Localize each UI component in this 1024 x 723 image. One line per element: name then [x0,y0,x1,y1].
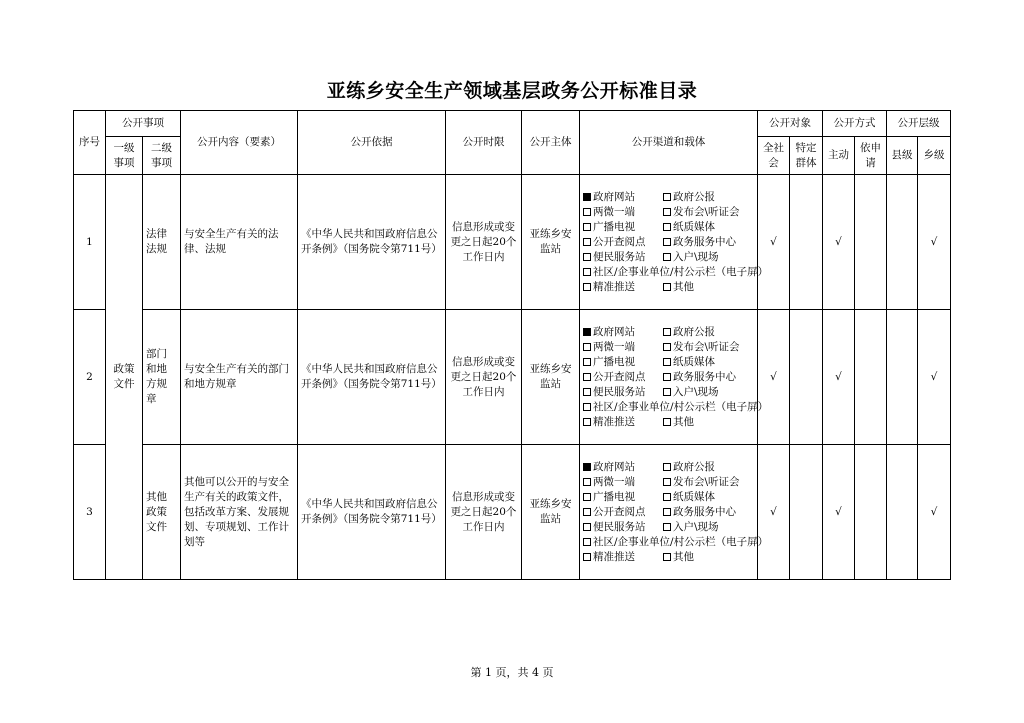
unchecked-box-icon [663,373,671,381]
channel-label: 政府公报 [673,460,715,473]
unchecked-box-icon [583,538,591,546]
row-target-specific [790,310,823,445]
channel-label: 其他 [673,550,694,563]
header-target: 公开对象 [758,111,823,137]
checked-box-icon [583,328,591,336]
channel-label: 政府公报 [673,190,715,203]
row-method-active: √ [823,445,855,580]
channel-label: 便民服务站 [593,385,646,398]
channel-option [583,280,663,295]
channel-label: 社区/企事业单位/村公示栏（电子屏） [593,535,769,548]
unchecked-box-icon [663,508,671,516]
row-level2: 法律法规 [143,175,181,310]
unchecked-box-icon [583,508,591,516]
row-level-town: √ [918,310,951,445]
channel-label: 精准推送 [593,550,635,563]
unchecked-box-icon [663,238,671,246]
channel-option [583,265,768,280]
channel-option [663,505,743,520]
row-timelimit: 信息形成或变更之日起20个工作日内 [446,310,522,445]
unchecked-box-icon [583,493,591,501]
row-level2: 部门和地方规章 [143,310,181,445]
channel-option [663,490,743,505]
table-row [74,445,951,580]
row-level-county [887,310,918,445]
row-basis: 《中华人民共和国政府信息公开条例》（国务院令第711号） [298,445,446,580]
header-level2: 二级事项 [143,137,181,175]
channel-label: 政府网站 [593,460,635,473]
channel-option [583,460,663,475]
checked-box-icon [583,193,591,201]
channel-label: 便民服务站 [593,250,646,263]
row-seq: 1 [74,175,106,310]
row-channels [580,175,769,310]
document-title: 亚练乡安全生产领域基层政务公开标准目录 [326,80,698,102]
channel-option [663,475,743,490]
row-subject: 亚练乡安监站 [522,310,580,445]
channel-label: 政府网站 [593,190,635,203]
channel-label: 其他 [673,415,694,428]
channel-option [583,190,663,205]
channel-label: 公开查阅点 [593,505,646,518]
channel-option [583,400,768,415]
channel-option [583,490,663,505]
row-target-specific [790,175,823,310]
channel-option [663,520,743,535]
channel-option [583,535,768,550]
level1-item: 政策文件 [106,175,143,580]
row-level-town: √ [918,445,951,580]
unchecked-box-icon [583,268,591,276]
unchecked-box-icon [583,343,591,351]
channel-option [663,280,743,295]
channel-option [663,235,743,250]
channel-label: 纸质媒体 [673,355,715,368]
channel-label: 入户\现场 [673,385,719,398]
header-target-all: 全社会 [758,137,790,175]
channel-option [663,205,743,220]
channel-label: 精准推送 [593,415,635,428]
channel-label: 入户\现场 [673,250,719,263]
channel-label: 公开查阅点 [593,370,646,383]
unchecked-box-icon [663,223,671,231]
row-method-active: √ [823,175,855,310]
table-row [74,175,951,310]
row-target-all: √ [758,445,790,580]
row-seq: 3 [74,445,106,580]
channel-option [583,370,663,385]
unchecked-box-icon [663,283,671,291]
header-matter: 公开事项 [106,111,181,137]
channel-label: 政府公报 [673,325,715,338]
header-seq: 序号 [74,111,106,175]
unchecked-box-icon [583,388,591,396]
unchecked-box-icon [663,328,671,336]
unchecked-box-icon [583,283,591,291]
unchecked-box-icon [663,418,671,426]
channel-option [583,475,663,490]
row-content: 与安全生产有关的部门和地方规章 [181,310,298,445]
unchecked-box-icon [663,553,671,561]
channel-label: 政务服务中心 [673,370,736,383]
channel-label: 广播电视 [593,355,635,368]
channel-option [663,415,743,430]
row-level-county [887,175,918,310]
channel-label: 纸质媒体 [673,220,715,233]
row-subject: 亚练乡安监站 [522,175,580,310]
row-basis: 《中华人民共和国政府信息公开条例》（国务院令第711号） [298,310,446,445]
header-row-1 [74,111,951,137]
channel-label: 发布会\听证会 [673,475,740,488]
unchecked-box-icon [583,373,591,381]
channel-option [583,520,663,535]
row-level-county [887,445,918,580]
row-channels [580,445,769,580]
row-channels [580,310,769,445]
channel-option [583,250,663,265]
unchecked-box-icon [663,343,671,351]
channel-option [663,250,743,265]
channel-option [663,370,743,385]
unchecked-box-icon [663,358,671,366]
row-level-town: √ [918,175,951,310]
unchecked-box-icon [583,238,591,246]
row-seq: 2 [74,310,106,445]
row-content: 其他可以公开的与安全生产有关的政策文件，包括改革方案、发展规划、专项规划、工作计划等 [181,445,298,580]
row-subject: 亚练乡安监站 [522,445,580,580]
row-target-all: √ [758,175,790,310]
channel-label: 两微一端 [593,475,635,488]
unchecked-box-icon [663,193,671,201]
unchecked-box-icon [583,553,591,561]
header-target-specific: 特定群体 [790,137,823,175]
row-level2: 其他政策文件 [143,445,181,580]
unchecked-box-icon [663,523,671,531]
unchecked-box-icon [583,208,591,216]
header-method-request: 依申请 [855,137,887,175]
channel-label: 其他 [673,280,694,293]
row-method-active: √ [823,310,855,445]
unchecked-box-icon [663,463,671,471]
unchecked-box-icon [663,208,671,216]
unchecked-box-icon [663,388,671,396]
row-timelimit: 信息形成或变更之日起20个工作日内 [446,175,522,310]
channel-label: 社区/企事业单位/村公示栏（电子屏） [593,400,769,413]
header-content: 公开内容（要素） [181,111,298,175]
channel-option [583,550,663,565]
channel-option [663,355,743,370]
channel-label: 精准推送 [593,280,635,293]
channel-option [583,355,663,370]
row-basis: 《中华人民共和国政府信息公开条例》（国务院令第711号） [298,175,446,310]
table-row [74,310,951,445]
unchecked-box-icon [583,403,591,411]
unchecked-box-icon [583,358,591,366]
channel-label: 社区/企事业单位/村公示栏（电子屏） [593,265,769,278]
header-method-active: 主动 [823,137,855,175]
channel-label: 政府网站 [593,325,635,338]
channel-option [583,235,663,250]
channel-option [583,415,663,430]
row-target-all: √ [758,310,790,445]
channel-label: 纸质媒体 [673,490,715,503]
unchecked-box-icon [663,478,671,486]
header-level: 公开层级 [887,111,951,137]
checked-box-icon [583,463,591,471]
unchecked-box-icon [583,418,591,426]
channel-label: 公开查阅点 [593,235,646,248]
channel-option [583,220,663,235]
row-method-request [855,175,887,310]
channel-option [583,505,663,520]
unchecked-box-icon [583,478,591,486]
unchecked-box-icon [583,523,591,531]
channel-label: 广播电视 [593,490,635,503]
channel-label: 发布会\听证会 [673,205,740,218]
unchecked-box-icon [663,253,671,261]
channel-option [583,385,663,400]
channel-label: 广播电视 [593,220,635,233]
channel-label: 政务服务中心 [673,505,736,518]
channel-option [663,190,743,205]
channel-label: 两微一端 [593,340,635,353]
channel-option [663,220,743,235]
channel-option [663,325,743,340]
channel-option [583,325,663,340]
page-footer: 第 1 页，共 4 页 [470,666,554,679]
channel-option [663,340,743,355]
header-method: 公开方式 [823,111,887,137]
header-level-town: 乡级 [918,137,951,175]
header-level-county: 县级 [887,137,918,175]
header-basis: 公开依据 [298,111,446,175]
header-subject: 公开主体 [522,111,580,175]
row-method-request [855,310,887,445]
channel-option [583,340,663,355]
header-level1: 一级事项 [106,137,143,175]
channel-label: 便民服务站 [593,520,646,533]
channel-option [663,385,743,400]
unchecked-box-icon [583,253,591,261]
channel-option [663,550,743,565]
channel-option [583,205,663,220]
row-timelimit: 信息形成或变更之日起20个工作日内 [446,445,522,580]
catalog-table [73,110,951,580]
channel-option [663,460,743,475]
channel-label: 政务服务中心 [673,235,736,248]
unchecked-box-icon [583,223,591,231]
channel-label: 发布会\听证会 [673,340,740,353]
channel-label: 入户\现场 [673,520,719,533]
channel-label: 两微一端 [593,205,635,218]
row-content: 与安全生产有关的法律、法规 [181,175,298,310]
header-channels: 公开渠道和载体 [580,111,758,175]
unchecked-box-icon [663,493,671,501]
row-method-request [855,445,887,580]
row-target-specific [790,445,823,580]
header-timelimit: 公开时限 [446,111,522,175]
